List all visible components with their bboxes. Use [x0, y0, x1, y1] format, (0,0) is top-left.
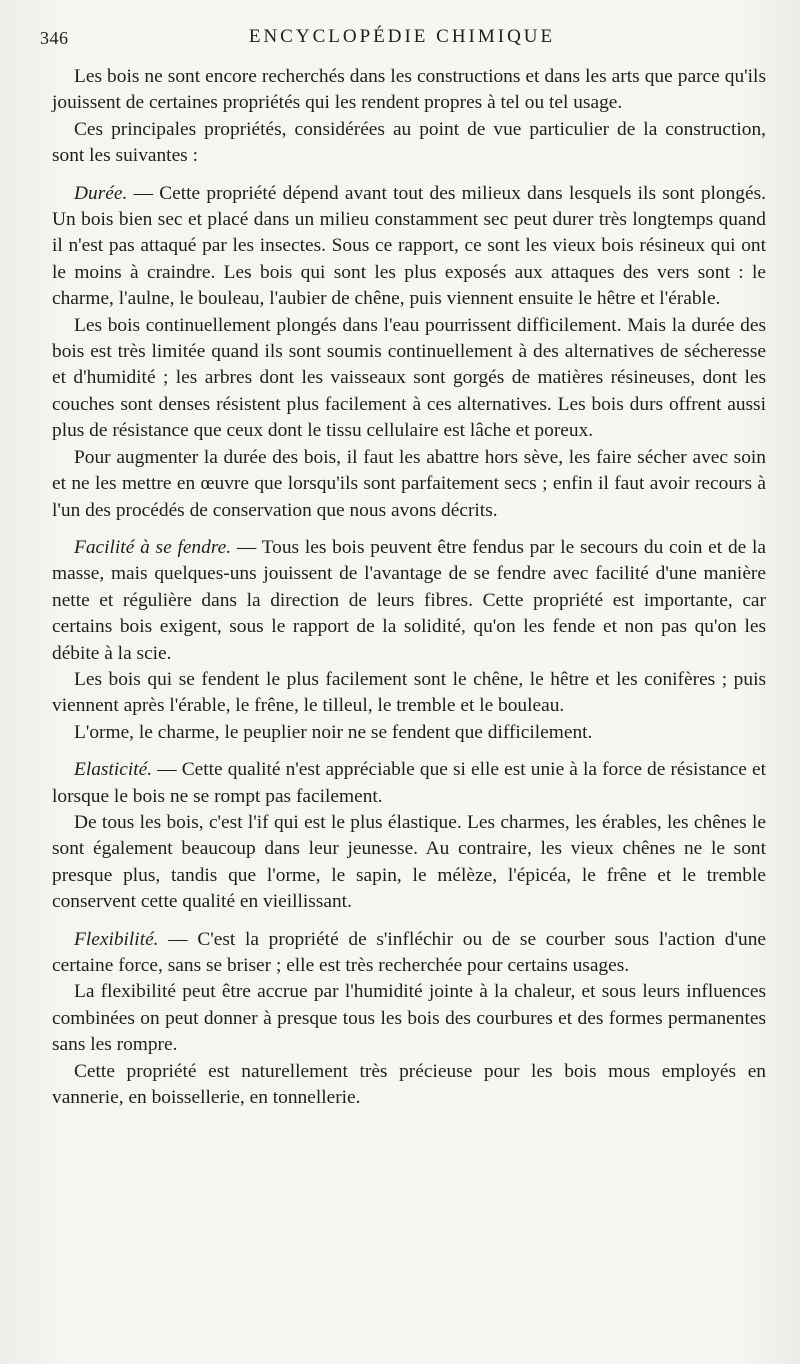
section-duree: Durée. — Cette propriété dépend avant tout des milieux dans lesquels ils sont plongés. Un bois bien sec et placé dans un milieu constamment sec peut durer très longtemps quand il n'est pas attaqué par les insectes. Sous ce rapport, ce sont les vieux bois résineux qui ont le moins à craindre. Les bois qui sont les plus exposés aux attaques des vers sont : le charme, l'aulne, le bouleau, l'aubier de chêne, puis viennent ensuite le hêtre et l'érable.	[52, 182, 766, 310]
paragraph: Les bois ne sont encore recherchés dans les constructions et dans les arts que parce qu'ils jouissent de certaines propriétés qui les rendent propres à tel ou tel usage.	[52, 66, 766, 114]
paragraph: Ces principales propriétés, considérées au point de vue particulier de la construction, sont les suivantes :	[52, 118, 766, 167]
paragraph: L'orme, le charme, le peuplier noir ne se fendent que difficilement.	[74, 721, 593, 743]
section-term: Facilité à se fendre.	[74, 536, 232, 558]
section-elasticite: Elasticité. — Cette qualité n'est appréciable que si elle est unie à la force de résistance et lorsque le bois ne se rompt pas facilement.	[52, 759, 766, 807]
section-flexibilite: Flexibilité. — C'est la propriété de s'infléchir ou de se courber sous l'action d'une certaine force, sans se briser ; elle est très recherchée pour certains usages.	[52, 928, 766, 976]
running-title: ENCYCLOPÉDIE CHIMIQUE	[248, 26, 556, 47]
section-term: Durée.	[74, 182, 128, 204]
paragraph: Les bois continuellement plongés dans l'eau pourrissent difficilement. Mais la durée des bois est très limitée quand ils sont soumis continuellement à des alternatives de sécheresse et d'humidité ; les arbres dont les vaisseaux sont gorgés de matières résineuses, dont les couches sont denses résistent plus facilement à ces alternatives. Les bois durs offrent aussi plus de résistance que ceux dont le tissu cellulaire est lâche et poreux.	[52, 314, 766, 442]
page-body	[52, 64, 766, 1111]
paragraph: Les bois qui se fendent le plus facilement sont le chêne, le hêtre et les conifères ; puis viennent après l'érable, le frêne, le tilleul, le tremble et le bouleau.	[52, 668, 766, 717]
section-term: Flexibilité.	[74, 928, 159, 950]
paragraph: La flexibilité peut être accrue par l'humidité jointe à la chaleur, et sous leurs influences combinées on peut donner à presque tous les bois des courbures et des formes permanentes sans les rompre.	[52, 981, 766, 1056]
page-number: 346	[40, 28, 69, 48]
paragraph: De tous les bois, c'est l'if qui est le plus élastique. Les charmes, les érables, les chênes le sont également beaucoup dans leur jeunesse. Au contraire, les vieux chênes ne le sont presque plus, tandis que l'orme, le sapin, le mélèze, l'épicéa, le frêne et le tremble conservent cette qualité en vieillissant.	[52, 811, 766, 913]
paragraph: Cette propriété est naturellement très précieuse pour les bois mous employés en vannerie, en boissellerie, en tonnellerie.	[52, 1060, 766, 1109]
paragraph: Pour augmenter la durée des bois, il faut les abattre hors sève, les faire sécher avec soin et ne les mettre en œuvre que lorsqu'ils sont parfaitement secs ; enfin il faut avoir recours à l'un des procédés de conservation que nous avons décrits.	[52, 446, 766, 521]
section-term: Elasticité.	[74, 759, 153, 781]
page-header	[40, 26, 764, 56]
section-facilite: Facilité à se fendre. — Tous les bois peuvent être fendus par le secours du coin et de la masse, mais quelques-uns jouissent de l'avantage de se fendre avec facilité d'une manière nette et régulière dans la direction de leurs fibres. Cette propriété est importante, car certains bois exigent, sous le rapport de la solidité, qu'on les fende et non pas qu'on les débite à la scie.	[52, 536, 766, 664]
